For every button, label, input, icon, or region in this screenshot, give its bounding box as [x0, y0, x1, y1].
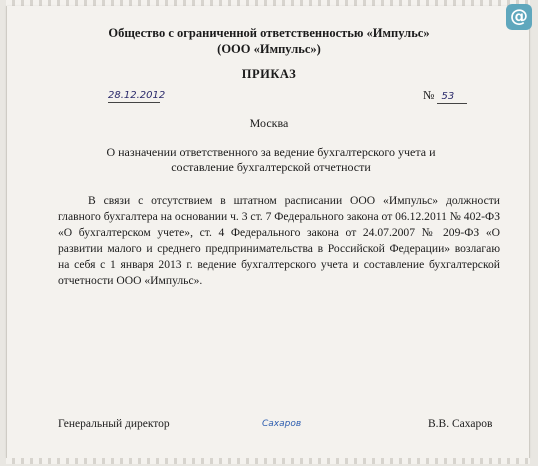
organization-name: Общество с ограниченной ответственностью «Импульс»: [108, 26, 430, 40]
organization-short-name: (ООО «Импульс»): [217, 42, 321, 56]
order-subject: О назначении ответственного за ведение бухгалтерского учета и составление бухгалтерской отчетности: [106, 145, 436, 174]
at-logo-icon[interactable]: @: [506, 4, 532, 30]
order-number-block: [423, 88, 467, 104]
perforation-bottom: [6, 458, 530, 464]
order-date: 28.12.2012: [108, 90, 166, 101]
handwritten-signature: Сахаров: [262, 419, 302, 429]
order-body-text: В связи с отсутствием в штатном расписании ООО «Импульс» должности главного бухгалтера на основании ч. 3 ст. 7 Федерального закона от 06.12.2011 № 402-ФЗ «О бухгалтерском учете», ст. 4 Федерального закона от 24.07.2007 № 209-ФЗ «О развитии малого и среднего предпринимательства в Российской Федерации» возлагаю на себя с 1 января 2013 г. ведение бухгалтерского учета и составление бухгалтерской отчетности ООО «Импульс».: [58, 194, 500, 287]
order-number: 53: [437, 91, 467, 104]
city: Москва: [249, 116, 289, 130]
document-title: ПРИКАЗ: [241, 67, 297, 81]
signer-name: В.В. Сахаров: [428, 418, 493, 430]
signer-position: Генеральный директор: [58, 418, 170, 430]
order-number-label: №: [423, 88, 435, 102]
